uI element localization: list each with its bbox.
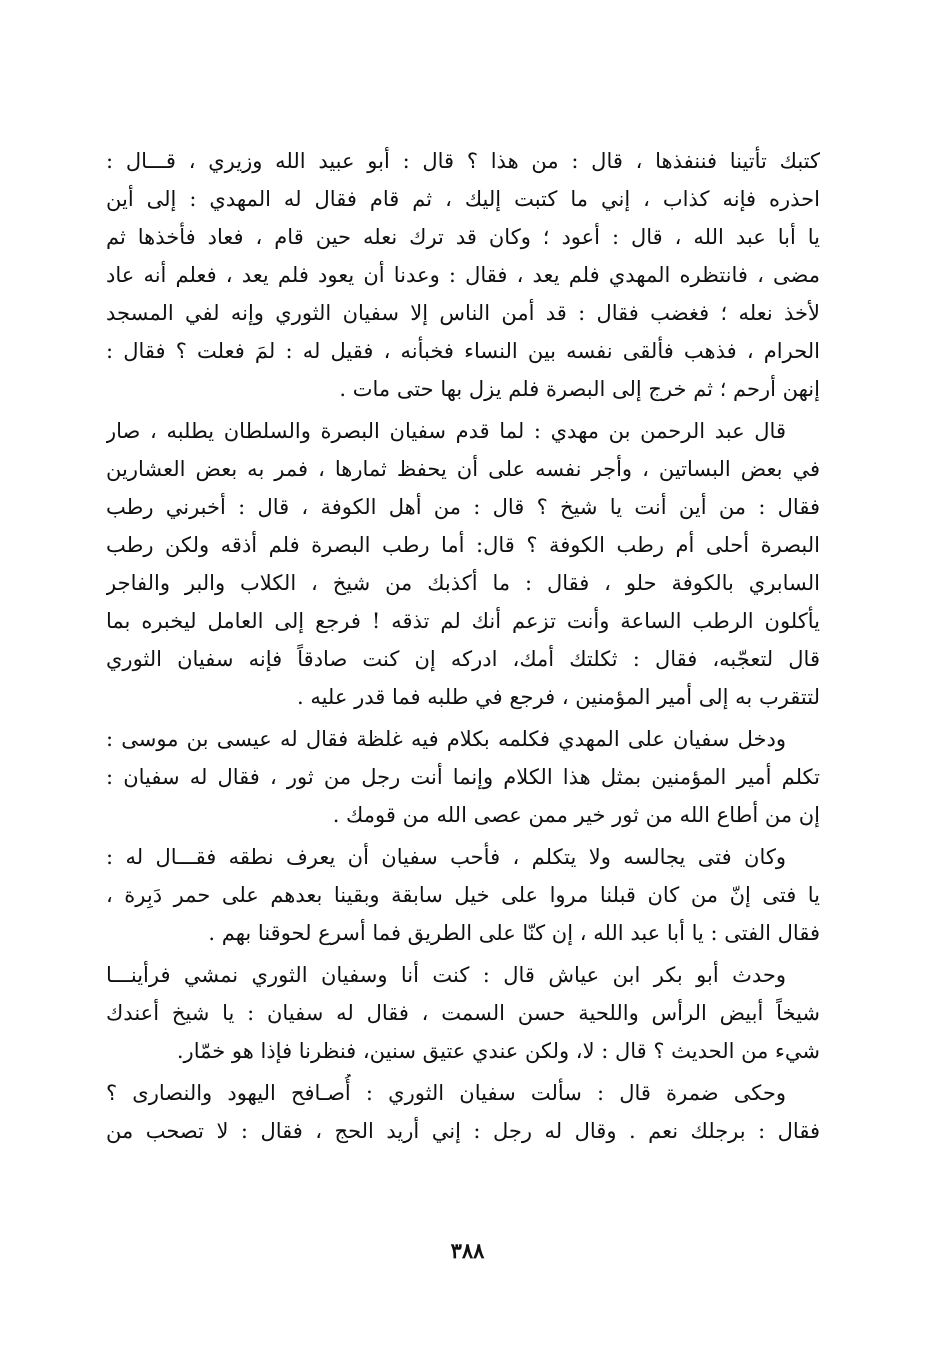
text-line: يأكلون الرطب الساعة وأنت تزعم أنك لم تذقه ! فرجع إلى العامل ليخبره بما: [106, 609, 820, 633]
text-line: ودخل سفيان على المهدي فكلمه بكلام فيه غلظة فقال له عيسى بن موسى :: [106, 727, 786, 751]
body-text: [106, 142, 820, 1154]
text-line: يا أبا عبد الله ، قال : أعود ؛ وكان قد ترك نعله حين قام ، فعاد فأخذها ثم: [106, 225, 820, 249]
paragraph: [106, 720, 820, 834]
paragraph: [106, 838, 820, 952]
text-line: إن من أطاع الله من ثور خير ممن عصى الله من قومك .: [332, 803, 820, 827]
text-line: الحرام ، فذهب فألقى نفسه بين النساء فخبأنه ، فقيل له : لمَ فعلت ؟ فقال :: [106, 339, 820, 363]
text-line: تكلم أمير المؤمنين بمثل هذا الكلام وإنما أنت رجل من ثور ، فقال له سفيان :: [106, 765, 820, 789]
text-line: يا فتى إنّ من كان قبلنا مروا على خيل سابقة وبقينا بعدهم على حمر دَبِرة ،: [106, 883, 820, 907]
text-line: قال لتعجّبه، فقال : ثكلتك أمك، ادركه إن كنت صادقاً فإنه سفيان الثوري: [106, 647, 820, 671]
text-line: فقال : من أين أنت يا شيخ ؟ قال : من أهل الكوفة ، قال : أخبرني رطب: [106, 495, 820, 519]
text-line: فقال : برجلك نعم . وقال له رجل : إني أريد الحج ، فقال : لا تصحب من: [106, 1119, 820, 1143]
text-line: وحكى ضمرة قال : سألت سفيان الثوري : أُصـافح اليهود والنصارى ؟: [106, 1081, 786, 1105]
paragraph: [106, 956, 820, 1070]
text-line: فقال الفتى : يا أبا عبد الله ، إن كنّا على الطريق فما أسرع لحوقنا بهم .: [208, 921, 820, 945]
text-line: شيخاً أبيض الرأس واللحية حسن السمت ، فقال له سفيان : يا شيخ أعندك: [106, 1001, 820, 1025]
text-line: كتبك تأتينا فننفذها ، قال : من هذا ؟ قال : أبو عبيد الله وزيري ، قـــال :: [106, 149, 820, 173]
text-line: إنهن أرحم ؛ ثم خرج إلى البصرة فلم يزل بها حتى مات .: [339, 377, 820, 401]
text-line: لتتقرب به إلى أمير المؤمنين ، فرجع في طلبه فما قدر عليه .: [296, 685, 820, 709]
text-line: شيء من الحديث ؟ قال : لا، ولكن عندي عتيق سنين، فنظرنا فإذا هو خمّار.: [176, 1039, 820, 1063]
text-line: السابري بالكوفة حلو ، فقال : ما أكذبك من شيخ ، الكلاب والبر والفاجر: [106, 571, 820, 595]
text-line: وحدث أبو بكر ابن عياش قال : كنت أنا وسفيان الثوري نمشي فرأينـــا: [106, 963, 786, 987]
text-line: مضى ، فانتظره المهدي فلم يعد ، فقال : وعدنا أن يعود فلم يعد ، فعلم أنه عاد: [106, 263, 820, 287]
text-line: احذره فإنه كذاب ، إني ما كتبت إليك ، ثم قام فقال له المهدي : إلى أين: [106, 187, 820, 211]
text-line: البصرة أحلى أم رطب الكوفة ؟ قال: أما رطب البصرة فلم أذقه ولكن رطب: [106, 533, 820, 557]
text-line: في بعض البساتين ، وأجر نفسه على أن يحفظ ثمارها ، فمر به بعض العشارين: [106, 457, 820, 481]
text-line: قال عبد الرحمن بن مهدي : لما قدم سفيان البصرة والسلطان يطلبه ، صار: [106, 419, 786, 443]
paragraph: [106, 412, 820, 716]
paragraph: [106, 1074, 820, 1150]
text-line: وكان فتى يجالسه ولا يتكلم ، فأحب سفيان أن يعرف نطقه فقـــال له :: [106, 845, 786, 869]
text-line: لأخذ نعله ؛ فغضب فقال : قد أمن الناس إلا سفيان الثوري وإنه لفي المسجد: [106, 301, 820, 325]
paragraph: [106, 142, 820, 408]
page-number: ٣٨٨: [450, 1238, 485, 1263]
